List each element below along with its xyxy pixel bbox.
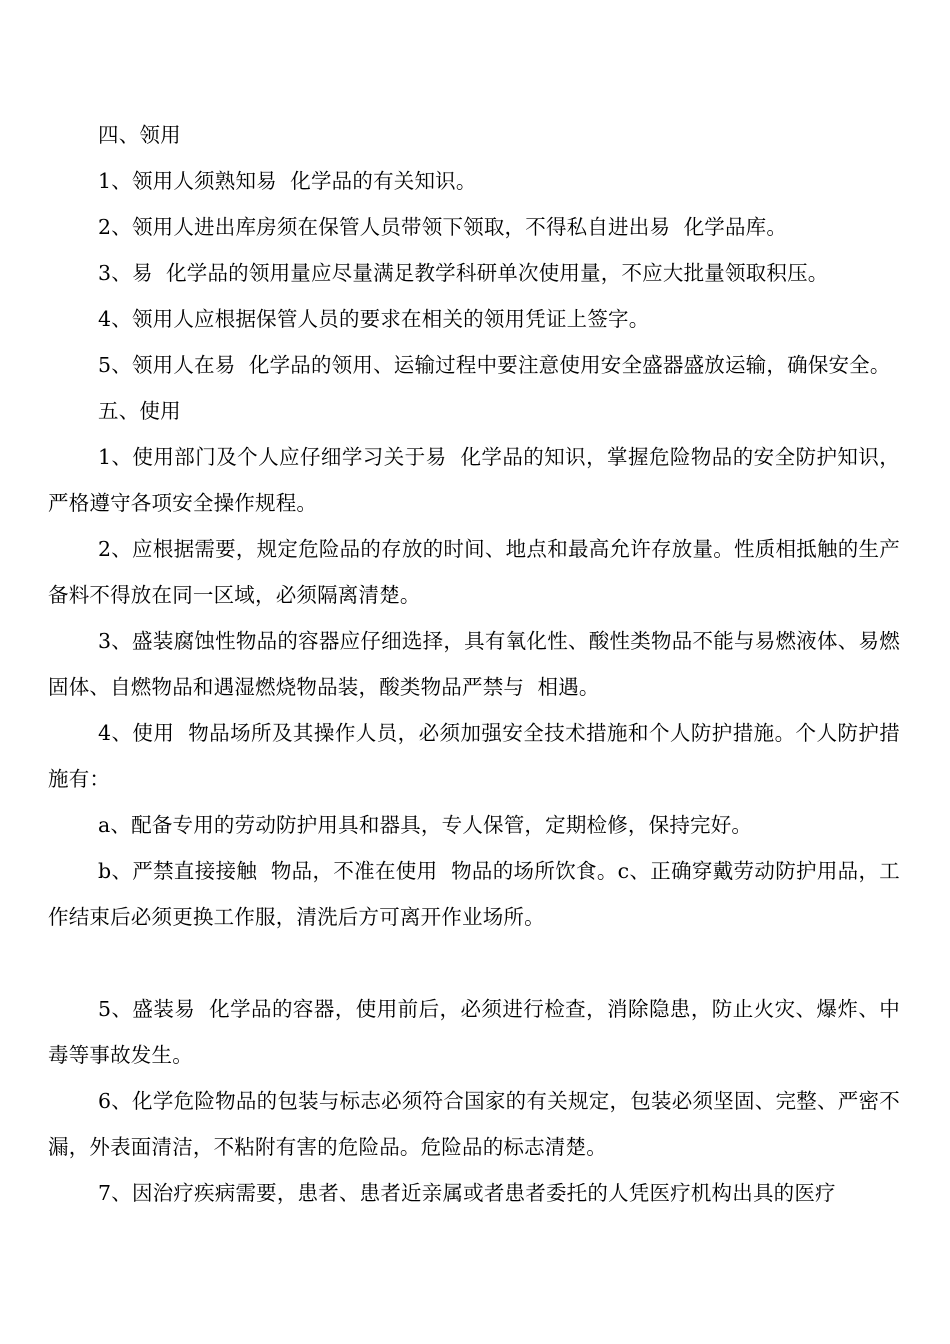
blank-line [48,940,900,986]
section-heading-receiving: 四、领用 [98,123,181,147]
paragraph: 6、化学危险物品的包装与标志必须符合国家的有关规定，包装必须坚固、完整、严密不漏，外表面清洁，不粘附有害的危险品。危险品的标志清楚。 [48,1089,900,1159]
paragraph: 5、领用人在易 化学品的领用、运输过程中要注意使用安全盛器盛放运输，确保安全。 [98,353,891,377]
paragraph: 1、使用部门及个人应仔细学习关于易 化学品的知识，掌握危险物品的安全防护知识，严格遵守各项安全操作规程。 [48,445,900,515]
paragraph: 5、盛装易 化学品的容器，使用前后，必须进行检查，消除隐患，防止火灾、爆炸、中毒等事故发生。 [48,997,900,1067]
section-heading-usage: 五、使用 [98,399,181,423]
paragraph: b、严禁直接接触 物品，不准在使用 物品的场所饮食。c、正确穿戴劳动防护用品，工作结束后必须更换工作服，清洗后方可离开作业场所。 [48,859,900,929]
paragraph: 7、因治疗疾病需要，患者、患者近亲属或者患者委托的人凭医疗机构出具的医疗 [98,1181,836,1205]
paragraph: 3、盛装腐蚀性物品的容器应仔细选择，具有氧化性、酸性类物品不能与易燃液体、易燃固体、自燃物品和遇湿燃烧物品装，酸类物品严禁与 相遇。 [48,629,900,699]
paragraph: 2、领用人进出库房须在保管人员带领下领取，不得私自进出易 化学品库。 [98,215,788,239]
paragraph: 3、易 化学品的领用量应尽量满足教学科研单次使用量，不应大批量领取积压。 [98,261,829,285]
paragraph: a、配备专用的劳动防护用具和器具，专人保管，定期检修，保持完好。 [98,813,753,837]
paragraph: 4、使用 物品场所及其操作人员，必须加强安全技术措施和个人防护措施。个人防护措施有： [48,721,900,791]
paragraph: 1、领用人须熟知易 化学品的有关知识。 [98,169,477,193]
document-page [48,112,900,1216]
paragraph: 4、领用人应根据保管人员的要求在相关的领用凭证上签字。 [98,307,650,331]
paragraph: 2、应根据需要，规定危险品的存放的时间、地点和最高允许存放量。性质相抵触的生产备料不得放在同一区域，必须隔离清楚。 [48,537,900,607]
